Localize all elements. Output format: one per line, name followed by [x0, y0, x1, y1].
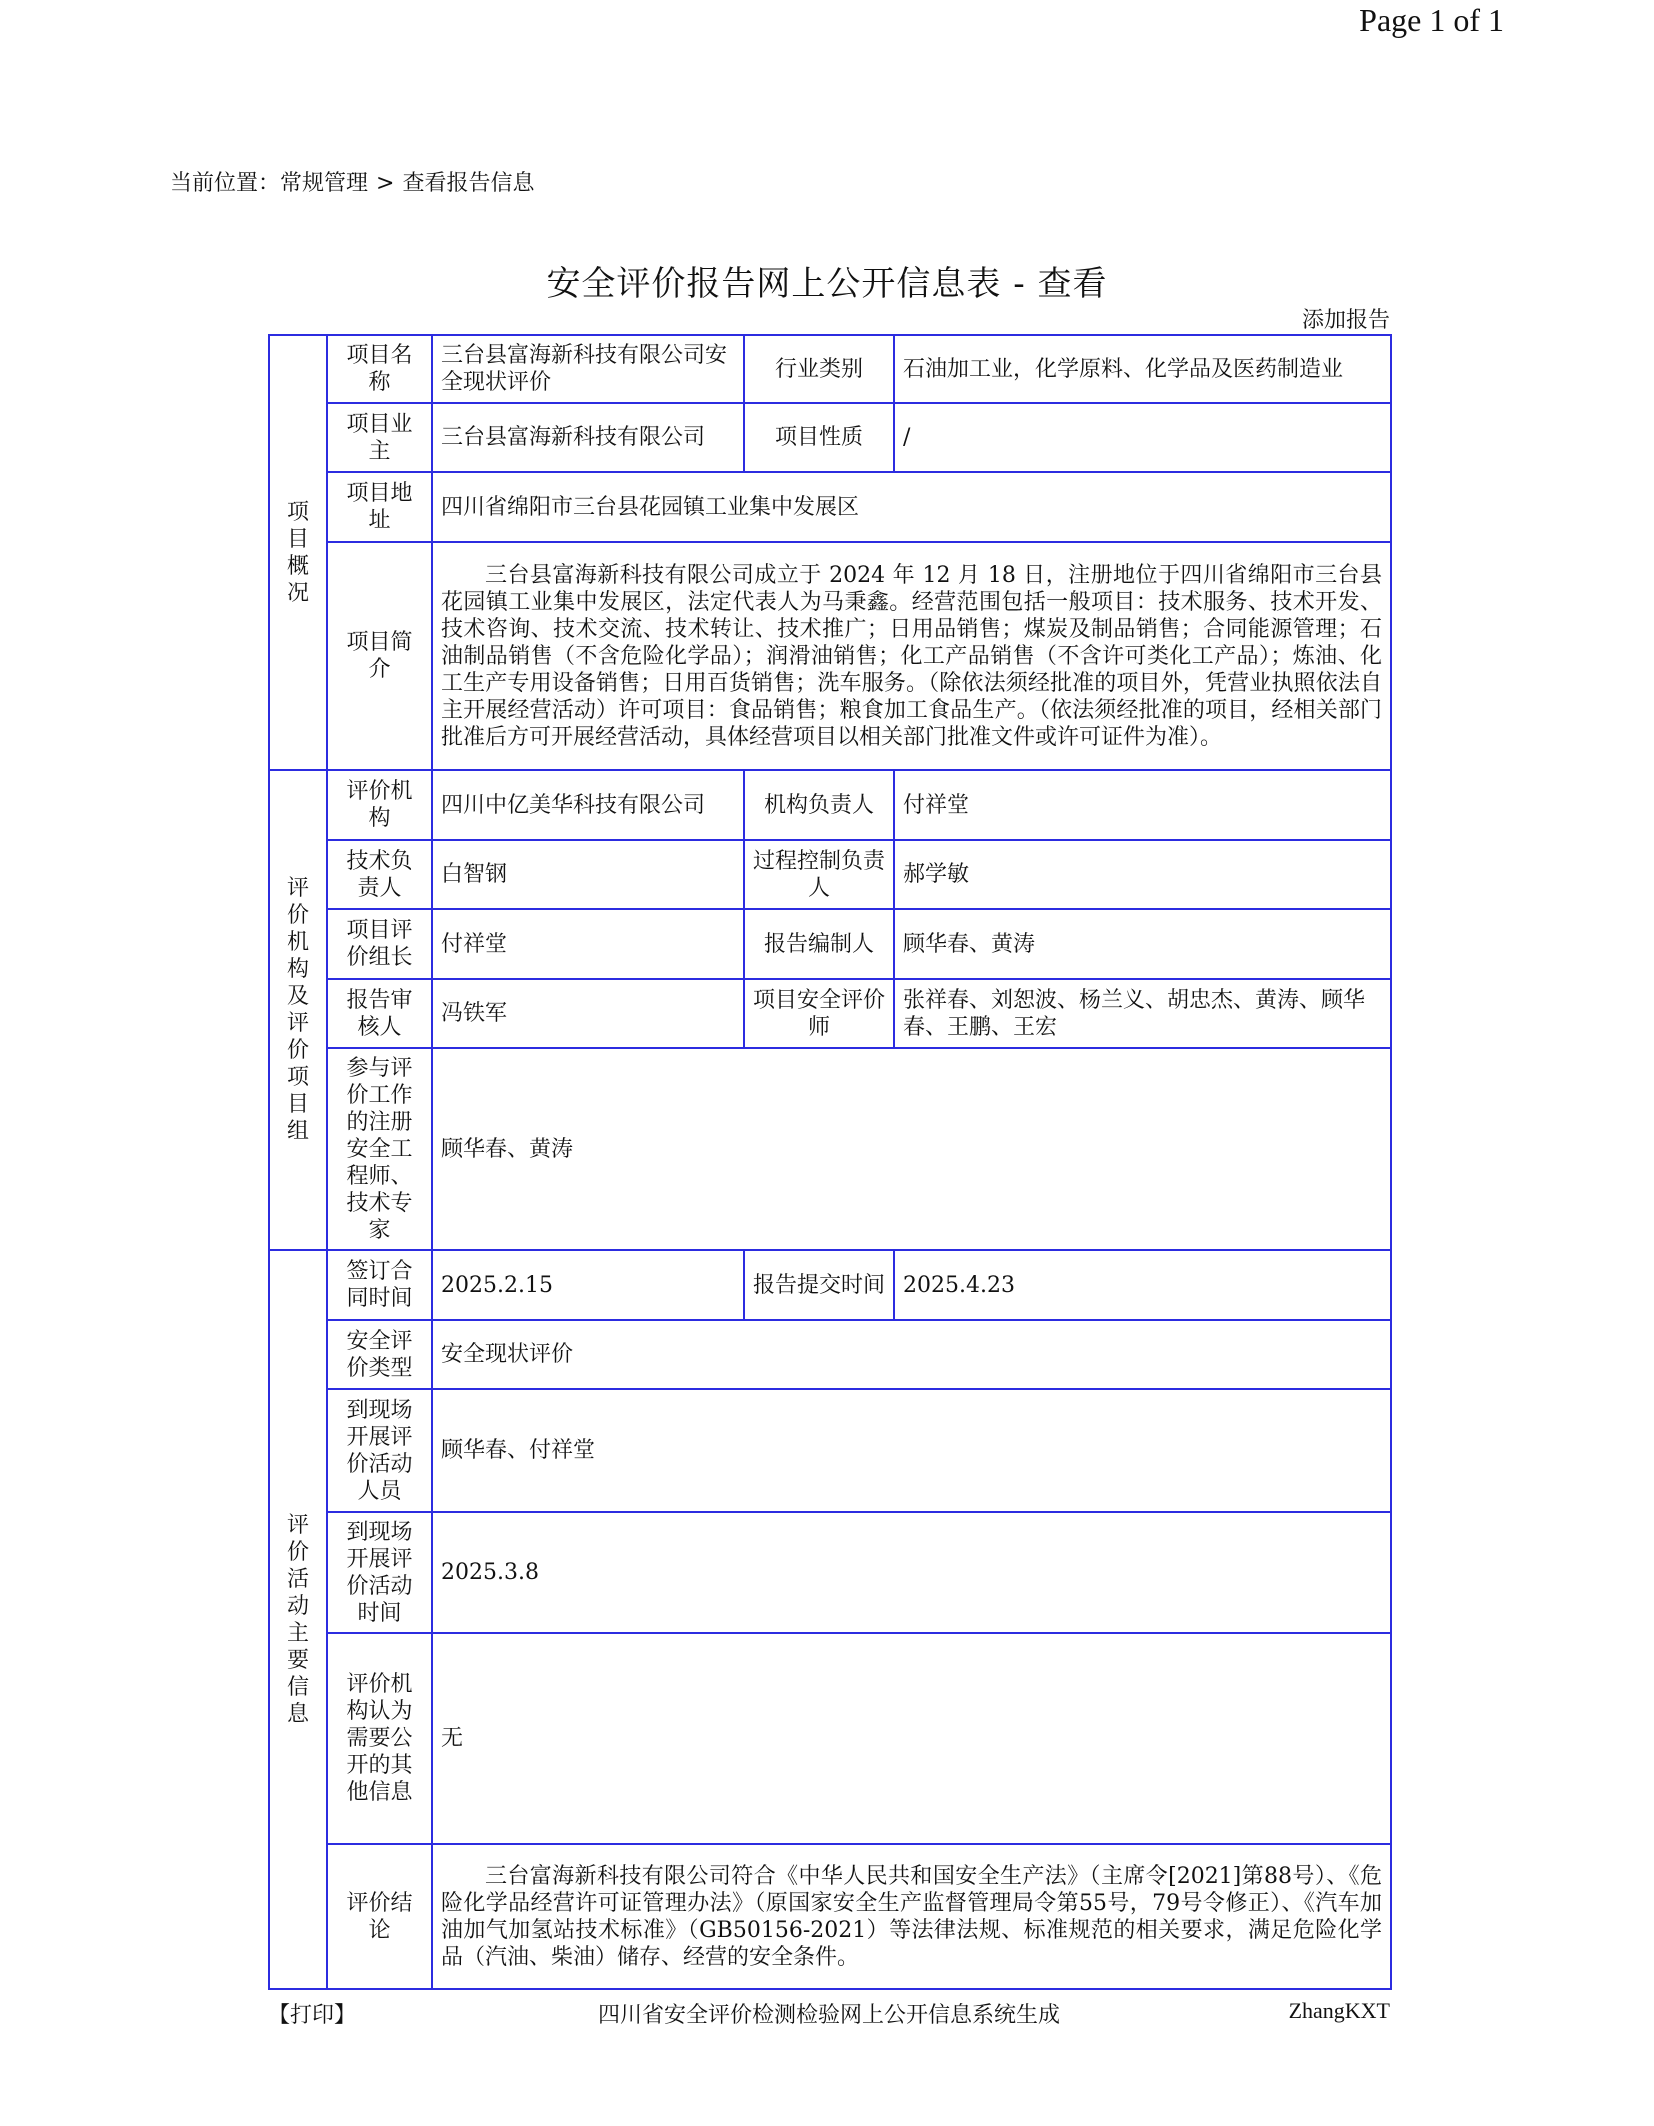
value-conclusion: 三台富海新科技有限公司符合《中华人民共和国安全生产法》（主席令[2021]第88号）、《危险化学品经营许可证管理办法》（原国家安全生产监督管理局令第55号，79号令修正）、《汽车加油加气加氢站技术标准》（GB50156-2021）等法律法规、标准规范的相关要求，满足危险化学品（汽油、柴油）储存、经营的安全条件。	[432, 1844, 1391, 1989]
value-owner: 三台县富海新科技有限公司	[432, 403, 744, 472]
row-address	[269, 472, 1391, 542]
row-site-staff	[269, 1389, 1391, 1512]
value-site-date: 2025.3.8	[432, 1512, 1391, 1633]
breadcrumb-item-current: 查看报告信息	[402, 171, 535, 196]
value-intro: 三台县富海新科技有限公司成立于 2024 年 12 月 18 日，注册地位于四川省绵阳市三台县花园镇工业集中发展区，法定代表人为马秉鑫。经营范围包括一般项目：技术服务、技术开发、技术咨询、技术交流、技术转让、技术推广；日用品销售；煤炭及制品销售；合同能源管理；石油制品销售（不含危险化学品）；润滑油销售；化工产品销售（不含许可类化工产品）；炼油、化工生产专用设备销售；日用百货销售；洗车服务。（除依法须经批准的项目外，凭营业执照依法自主开展经营活动）许可项目：食品销售；粮食加工食品生产。（依法须经批准的项目，经相关部门批准后方可开展经营活动，具体经营项目以相关部门批准文件或许可证件为准）。	[432, 542, 1391, 770]
label-reviewer: 报告审核人	[327, 979, 432, 1048]
footer-username: ZhangKXT	[1288, 1998, 1390, 2023]
label-industry: 行业类别	[744, 335, 894, 403]
label-engineers: 参与评价工作的注册安全工程师、技术专家	[327, 1048, 432, 1250]
label-assessors: 项目安全评价师	[744, 979, 894, 1048]
value-eval-type: 安全现状评价	[432, 1320, 1391, 1389]
label-nature: 项目性质	[744, 403, 894, 472]
value-team-leader: 付祥堂	[432, 909, 744, 979]
group-org-label: 评价机构及评价项目组	[269, 770, 327, 1250]
label-site-date: 到现场开展评价活动时间	[327, 1512, 432, 1633]
label-submit-date: 报告提交时间	[744, 1250, 894, 1320]
label-other-info: 评价机构认为需要公开的其他信息	[327, 1633, 432, 1844]
breadcrumb-separator: >	[376, 171, 395, 196]
value-address: 四川省绵阳市三台县花园镇工业集中发展区	[432, 472, 1391, 542]
label-site-staff: 到现场开展评价活动人员	[327, 1389, 432, 1512]
row-engineers	[269, 1048, 1391, 1250]
label-eval-type: 安全评价类型	[327, 1320, 432, 1389]
label-address: 项目地址	[327, 472, 432, 542]
value-nature: /	[894, 403, 1391, 472]
row-intro	[269, 542, 1391, 770]
value-reviewer: 冯铁军	[432, 979, 744, 1048]
label-org-leader: 机构负责人	[744, 770, 894, 840]
row-project-name	[269, 335, 1391, 403]
footer-system-text: 四川省安全评价检测检验网上公开信息系统生成	[597, 2003, 1060, 2028]
value-assessors: 张祥春、刘恕波、杨兰义、胡忠杰、黄涛、顾华春、王鹏、王宏	[894, 979, 1391, 1048]
value-submit-date: 2025.4.23	[894, 1250, 1391, 1320]
value-other-info: 无	[432, 1633, 1391, 1844]
row-eval-org	[269, 770, 1391, 840]
row-tech-leader	[269, 840, 1391, 909]
page-title: 安全评价报告网上公开信息表 - 查看	[546, 264, 1108, 304]
label-contract-date: 签订合同时间	[327, 1250, 432, 1320]
print-link[interactable]: 【打印】	[268, 2003, 357, 2028]
row-team-leader	[269, 909, 1391, 979]
row-conclusion	[269, 1844, 1391, 1989]
breadcrumb-prefix: 当前位置：	[170, 171, 281, 196]
label-team-leader: 项目评价组长	[327, 909, 432, 979]
group-overview-label: 项目概况	[269, 335, 327, 770]
group-activity-label: 评价活动主要信息	[269, 1250, 327, 1989]
row-contract-date	[269, 1250, 1391, 1320]
value-project-name: 三台县富海新科技有限公司安全现状评价	[432, 335, 744, 403]
value-eval-org: 四川中亿美华科技有限公司	[432, 770, 744, 840]
value-contract-date: 2025.2.15	[432, 1250, 744, 1320]
breadcrumb-item-general[interactable]: 常规管理	[280, 171, 369, 196]
info-table	[268, 334, 1392, 1990]
label-process-leader: 过程控制负责人	[744, 840, 894, 909]
label-owner: 项目业主	[327, 403, 432, 472]
label-intro: 项目简介	[327, 542, 432, 770]
add-report-link[interactable]: 添加报告	[1301, 308, 1390, 333]
label-tech-leader: 技术负责人	[327, 840, 432, 909]
value-engineers: 顾华春、黄涛	[432, 1048, 1391, 1250]
row-site-date	[269, 1512, 1391, 1633]
footer	[268, 1998, 1390, 2028]
label-report-author: 报告编制人	[744, 909, 894, 979]
value-org-leader: 付祥堂	[894, 770, 1391, 840]
breadcrumb	[170, 166, 534, 197]
row-owner	[269, 403, 1391, 472]
value-industry: 石油加工业，化学原料、化学品及医药制造业	[894, 335, 1391, 403]
label-project-name: 项目名称	[327, 335, 432, 403]
row-reviewer	[269, 979, 1391, 1048]
label-conclusion: 评价结论	[327, 1844, 432, 1989]
page-number: Page 1 of 1	[1359, 2, 1504, 38]
row-eval-type	[269, 1320, 1391, 1389]
value-process-leader: 郝学敏	[894, 840, 1391, 909]
label-eval-org: 评价机构	[327, 770, 432, 840]
row-other-info	[269, 1633, 1391, 1844]
value-report-author: 顾华春、黄涛	[894, 909, 1391, 979]
value-tech-leader: 白智钢	[432, 840, 744, 909]
value-site-staff: 顾华春、付祥堂	[432, 1389, 1391, 1512]
